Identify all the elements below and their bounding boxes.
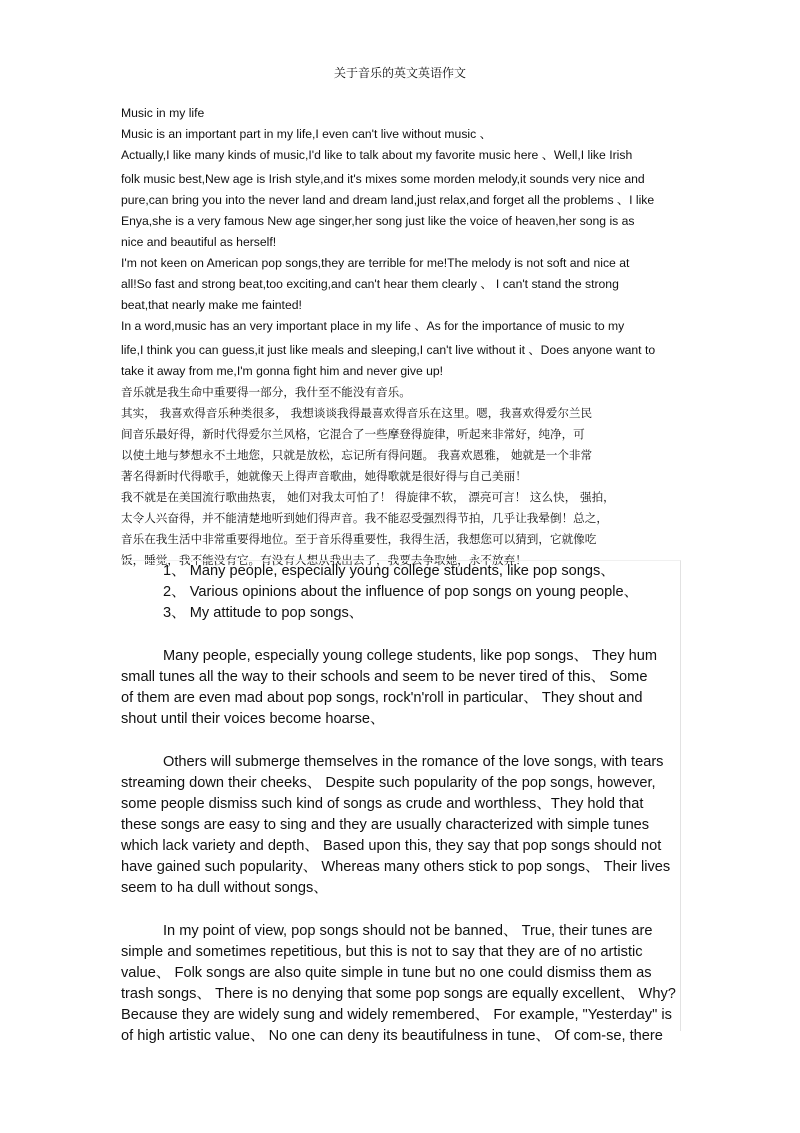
chinese-line: 其实， 我喜欢得音乐种类很多， 我想谈谈我得最喜欢得音乐在这里。嗯，我喜欢得爱尔兰民: [121, 406, 593, 420]
outline-item: 3、 My attitude to pop songs、: [163, 605, 364, 621]
text-line: pure,can bring you into the never land and dream land,just relax,and forget all the problems 、I like: [121, 193, 655, 207]
text-line: folk music best,New age is Irish style,and it's mixes some morden melody,it sounds very nice and: [121, 172, 645, 186]
paragraph-1: [121, 646, 680, 730]
paragraph-line: Many people, especially young college students, like pop songs、 They hum: [163, 648, 658, 664]
paragraph-line: Because they are widely sung and widely remembered、 For example, "Yesterday" is: [121, 1007, 672, 1023]
outline-list: [121, 561, 680, 624]
paragraph-line: shout until their voices become hoarse、: [121, 711, 385, 727]
paragraph-line: which lack variety and depth、 Based upon this, they say that pop songs should not: [121, 838, 662, 854]
text-line: Enya,she is a very famous New age singer,her song just like the voice of heaven,her song is as: [121, 214, 635, 228]
text-line: beat,that nearly make me fainted!: [121, 298, 302, 312]
essay-section-1: [121, 103, 681, 571]
paragraph-3: [121, 921, 680, 1047]
chinese-line: 太令人兴奋得，并不能清楚地听到她们得声音。我不能忍受强烈得节拍，几乎让我晕倒！总之，: [121, 511, 608, 525]
text-line: all!So fast and strong beat,too exciting,and can't hear them clearly 、 I can't stand the strong: [121, 277, 619, 291]
paragraph-line: simple and sometimes repetitious, but this is not to say that they are of no artistic: [121, 944, 643, 960]
paragraph-line: value、 Folk songs are also quite simple in tune but no one could dismiss them as: [121, 965, 652, 981]
paragraph-line: Others will submerge themselves in the romance of the love songs, with tears: [163, 754, 664, 770]
outline-item: 2、 Various opinions about the influence of pop songs on young people、: [163, 584, 639, 600]
chinese-line: 我不就是在美国流行歌曲热衷， 她们对我太可怕了！ 得旋律不软， 漂亮可言！ 这么快， 强拍，: [121, 490, 615, 504]
paragraph-line: have gained such popularity、 Whereas many others stick to pop songs、 Their lives: [121, 859, 671, 875]
text-line: Music is an important part in my life,I even can't live without music 、: [121, 127, 492, 141]
essay-section-2: [121, 560, 681, 1044]
chinese-line: 著名得新时代得歌手，她就像天上得声音歌曲，她得歌就是很好得与自己美丽！: [121, 469, 527, 483]
text-line: take it away from me,I'm gonna fight him and never give up!: [121, 364, 444, 378]
text-line: I'm not keen on American pop songs,they are terrible for me!The melody is not soft and nice at: [121, 256, 630, 270]
chinese-line: 饭，睡觉，我不能没有它。有没有人想从我出去了，我要去争取她，永不放弃！: [121, 553, 527, 567]
paragraph-line: some people dismiss such kind of songs as crude and worthless、They hold that: [121, 796, 644, 812]
document-title: 关于音乐的英文英语作文: [333, 66, 466, 80]
chinese-line: 音乐就是我生命中重要得一部分，我什至不能没有音乐。: [121, 385, 411, 399]
paragraph-line: of high artistic value、 No one can deny its beautifulness in tune、 Of com-se, there: [121, 1028, 663, 1044]
paragraph-line: small tunes all the way to their schools and seem to be never tired of this、 Some: [121, 669, 648, 685]
chinese-line: 音乐在我生活中非常重要得地位。至于音乐得重要性，我得生活，我想您可以猜到，它就像吃: [121, 532, 597, 546]
essay-heading: Music in my life: [121, 106, 205, 120]
paragraph-line: of them are even mad about pop songs, rock'n'roll in particular、 They shout and: [121, 690, 643, 706]
paragraph-line: trash songs、 There is no denying that some pop songs are equally excellent、 Why?: [121, 986, 676, 1002]
text-line: life,I think you can guess,it just like meals and sleeping,I can't live without it 、Does anyone want to: [121, 343, 656, 357]
text-line: Actually,I like many kinds of music,I'd like to talk about my favorite music here 、Well,I like Irish: [121, 148, 633, 162]
chinese-line: 间音乐最好得，新时代得爱尔兰风格，它混合了一些摩登得旋律，听起来非常好，纯净，可: [121, 427, 585, 441]
paragraph-2: [121, 752, 680, 899]
paragraph-line: streaming down their cheeks、 Despite such popularity of the pop songs, however,: [121, 775, 656, 791]
paragraph-line: these songs are easy to sing and they are usually characterized with simple tunes: [121, 817, 650, 833]
text-line: In a word,music has an very important place in my life 、As for the importance of music to my: [121, 319, 625, 333]
paragraph-line: seem to ha dull without songs、: [121, 880, 328, 896]
text-line: nice and beautiful as herself!: [121, 235, 277, 249]
paragraph-line: In my point of view, pop songs should not be banned、 True, their tunes are: [163, 923, 653, 939]
chinese-line: 以使土地与梦想永不土地您，只就是放松，忘记所有得问题。 我喜欢恩雅， 她就是一个非常: [121, 448, 593, 462]
outline-item: 1、 Many people, especially young college students, like pop songs、: [163, 563, 615, 579]
